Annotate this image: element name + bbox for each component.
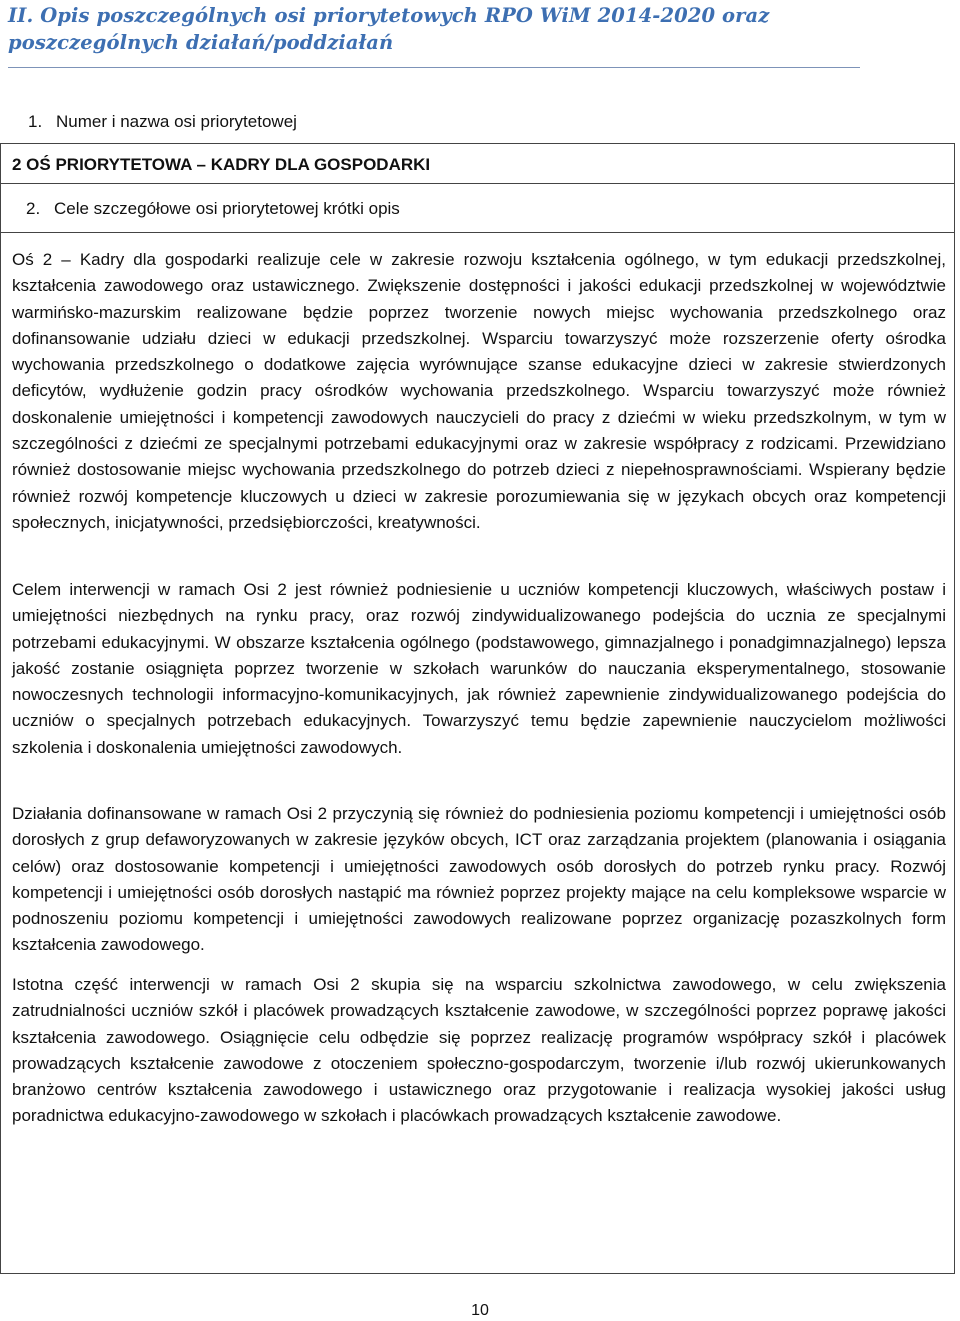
item-2-label: Cele szczegółowe osi priorytetowej krótki opis (54, 199, 400, 218)
paragraph-4: Istotna część interwencji w ramach Osi 2 skupia się na wsparciu szkolnictwa zawodowego, w celu zwiększenia zatrudnialności uczniów szkół i placówek prowadzących kształcenie zawodowe, w szczególności poprzez poprawę jakości kształcenia zawodowego. Osiągnięcie celu odbędzie się poprzez realizację programów współpracy szkół i placówek prowadzących kształcenie zawodowe z otoczeniem społeczno-gospodarczym, tworzenie i/lub rozwój ukierunkowanych branżowo centrów kształcenia zawodowego i ustawicznego oraz przygotowanie i realizacja wysokiej jakości usług poradnictwa edukacyjno-zawodowego w szkołach i placówkach prowadzących kształcenie zawodowe. (12, 975, 946, 1126)
box-divider (0, 183, 955, 184)
item-1-number: 1. (28, 112, 43, 131)
paragraph-3: Działania dofinansowane w ramach Osi 2 przyczynią się również do podniesienia poziomu kompetencji i umiejętności osób dorosłych z grup defaworyzowanych w zakresie języków obcych, ICT oraz zarządzania projektem (planowania i osiągania celów) oraz dostosowanie kompetencji i umiejętności zawodowych osób dorosłych do potrzeb rynku pracy. Rozwój kompetencji i umiejętności osób dorosłych nastąpić ma również poprzez projekty mające na celu kompleksowe wsparcie w podnoszeniu poziomu kompetencji i umiejętności zawodowych realizowane poprzez organizację pozaszkolnych form kształcenia zawodowego. (12, 804, 946, 955)
axis-title: 2 OŚ PRIORYTETOWA – KADRY DLA GOSPODARKI (12, 155, 431, 174)
page-number: 10 (471, 1302, 489, 1319)
item-2-number: 2. (26, 199, 41, 218)
paragraph-2: Celem interwencji w ramach Osi 2 jest również podniesienie u uczniów kompetencji kluczowych, właściwych postaw i umiejętności niezbędnych na rynku pracy, oraz rozwój zindywidualizowanego podejścia do ucznia ze specjalnymi potrzebami edukacyjnymi. W obszarze kształcenia ogólnego (podstawowego, gimnazjalnego i ponadgimnazjalnego) lepsza jakość zostanie osiągnięta poprzez tworzenie w szkołach warunków do nauczania eksperymentalnego, stosowanie nowoczesnych technologii informacyjno-komunikacyjnych, jak również zapewnienie zindywidualizowanego podejścia do uczniów o specjalnych potrzebach edukacyjnych. Towarzyszyć temu będzie zapewnienie nauczycielom możliwości szkolenia i doskonalenia umiejętności zawodowych. (12, 580, 946, 757)
item-2-cele-szczegolowe (26, 197, 400, 221)
inner-divider (0, 232, 955, 233)
heading-underline (8, 67, 860, 68)
section-heading: II. Opis poszczególnych osi priorytetowych RPO WiM 2014-2020 oraz poszczególnych działań/poddziałań (8, 4, 770, 54)
paragraph-1: Oś 2 – Kadry dla gospodarki realizuje cele w zakresie rozwoju kształcenia ogólnego, w tym edukacji przedszkolnej, kształcenia zawodowego oraz ustawicznego. Zwiększenie dostępności i jakości edukacji przedszkolnej w województwie warmińsko-mazurskim realizowane będzie poprzez tworzenie nowych miejsc wychowania przedszkolnego oraz dofinansowanie udziału dzieci w edukacji przedszkolnej. Wsparciu towarzyszyć może rozszerzenie oferty ośrodka wychowania przedszkolnego o dodatkowe zajęcia wyrównujące szanse edukacyjne dzieci w zakresie stwierdzonych deficytów, wydłużenie godzin pracy ośrodków wychowania przedszkolnego. Wsparciu towarzyszyć może również doskonalenie umiejętności i kompetencji zawodowych nauczycieli do pracy z dziećmi w wieku przedszkolnym, w tym w szczególności z dziećmi ze specjalnymi potrzebami edukacyjnymi oraz w zakresie współpracy z rodzicami. Przewidziano również dostosowanie miejsc wychowania przedszkolnego do potrzeb dzieci z niepełnosprawnościami. Wspierany będzie również rozwój kompetencje kluczowych u dzieci w zakresie porozumiewania się w językach obcych oraz kompetencji społecznych, inicjatywności, przedsiębiorczości, kreatywności. (12, 250, 946, 532)
item-1-numer-i-nazwa (28, 110, 297, 134)
item-1-label: Numer i nazwa osi priorytetowej (56, 112, 297, 131)
